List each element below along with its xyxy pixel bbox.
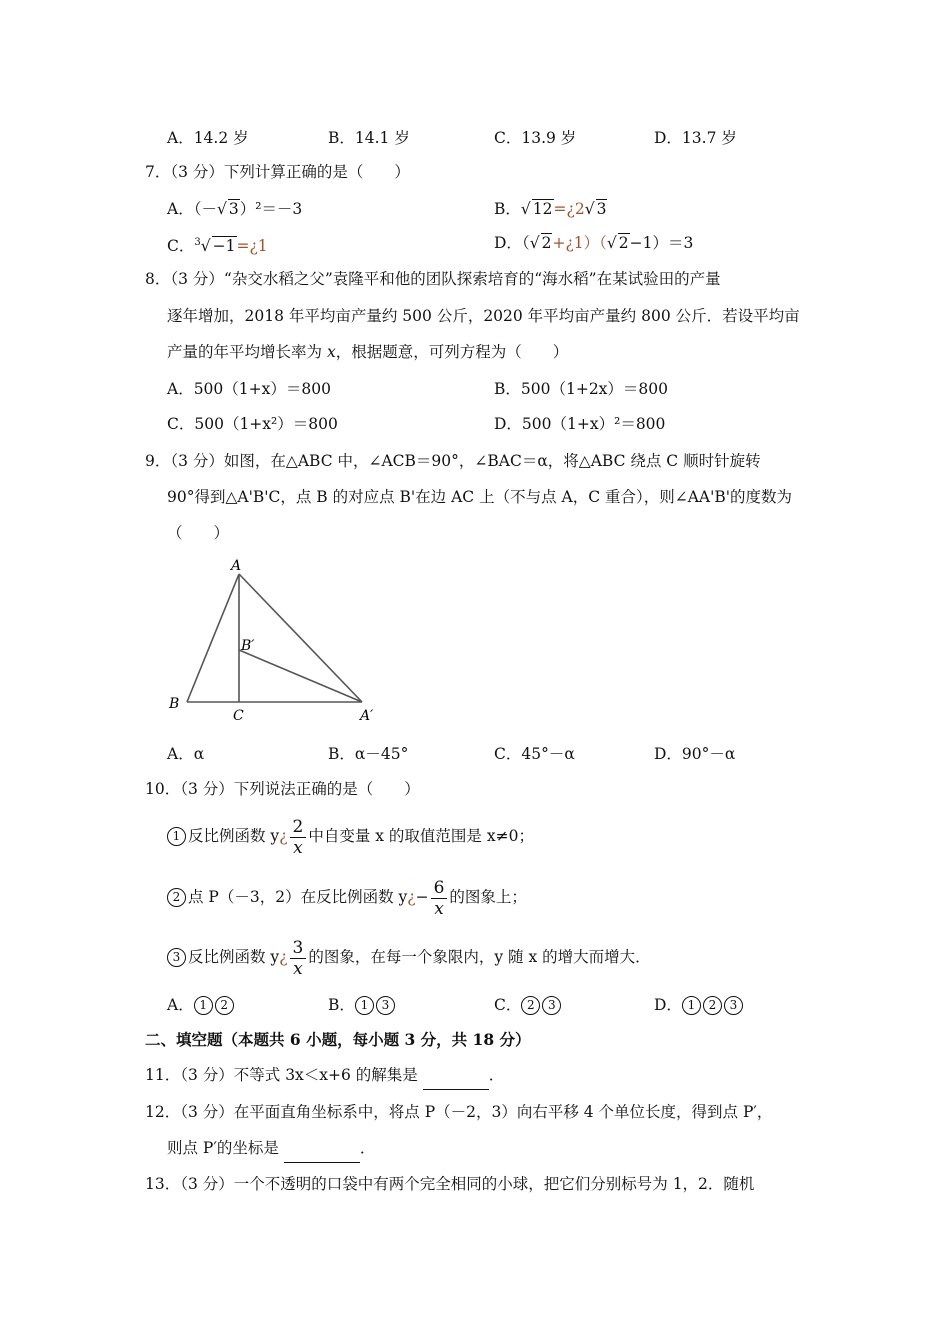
- q10-option-a: A． 1 2: [167, 994, 236, 1016]
- q9-option-b: B．α－45°: [328, 745, 409, 763]
- q9-option-a: A．α: [167, 745, 205, 763]
- circled-number: 3: [167, 948, 186, 967]
- q10-option-d: D． 1 2 3: [654, 994, 745, 1016]
- q13-line1: 13．（3 分）一个不透明的口袋中有两个完全相同的小球，把它们分别标号为 1，2．随机: [145, 1175, 755, 1193]
- q8-line1: 8．（3 分）“杂交水稻之父”袁隆平和他的团队探索培育的“海水稻”在某试验田的产量: [145, 270, 721, 288]
- label-B: B: [169, 696, 180, 712]
- sqrt-radicand: 2: [541, 234, 552, 252]
- q7-option-b: B．√ 12=¿2√ 3: [494, 200, 607, 218]
- q8-option-d: D．500（1+x）²＝800: [494, 415, 666, 433]
- q6-option-a: A．14.2 岁: [167, 129, 249, 147]
- q9-options: [167, 743, 807, 765]
- q7-options-row1: [167, 196, 807, 222]
- answer-blank[interactable]: [284, 1140, 360, 1163]
- cbrt-radicand: −1: [212, 237, 236, 256]
- label-A: A: [231, 558, 242, 574]
- q7-options-row2: [167, 230, 807, 256]
- q11: 11．（3 分）不等式 3x＜x+6 的解集是 ．: [145, 1064, 504, 1090]
- segment-B'A': [239, 650, 362, 702]
- q9-line2: 90°得到△A'B'C，点 B 的对应点 B'在边 AC 上（不与点 A，C 重合），则∠AA'B'的度数为: [167, 488, 793, 506]
- segment-BA: [187, 574, 239, 702]
- q9-triangle-figure: [160, 552, 390, 727]
- label-B-prime: B′: [241, 638, 255, 654]
- q10-stem: 10．（3 分）下列说法正确的是（ ）: [145, 780, 420, 798]
- q9-option-c: C．45°－α: [494, 745, 575, 763]
- q8-line3: 产量的年平均增长率为 x，根据题意，可列方程为（ ）: [167, 343, 569, 361]
- sqrt-radicand: 12: [532, 200, 553, 218]
- q7-stem: 7．（3 分）下列计算正确的是（ ）: [145, 163, 410, 181]
- answer-blank[interactable]: [423, 1067, 489, 1090]
- q10-statement-1: 1 反比例函数 y¿ $\frac{2}{x}$ 中自变量 x 的取值范围是 x≠0；: [167, 814, 534, 858]
- q8-options-row2: [167, 413, 807, 435]
- q8-line2: 逐年增加，2018 年平均亩产量约 500 公斤，2020 年平均亩产量约 800 公斤．若设平均亩: [167, 307, 800, 325]
- segment-AA': [239, 574, 362, 702]
- q9-line3: （ ）: [167, 524, 230, 542]
- q8-options-row1: [167, 378, 807, 400]
- fraction: $\frac{2}{x}$: [290, 817, 307, 858]
- q6-options: [167, 127, 807, 149]
- circled-number: 1: [167, 827, 186, 846]
- q6-option-b: B．14.1 岁: [328, 129, 410, 147]
- q8-option-a: A．500（1+x）＝800: [167, 380, 331, 398]
- section-2-heading: 二、填空题（本题共 6 小题，每小题 3 分，共 18 分）: [145, 1030, 531, 1049]
- sqrt-radicand: 3: [228, 200, 239, 218]
- root-index: 3: [194, 237, 201, 248]
- q7-option-d: D．（√ 2+¿1）（√ 2−1）＝3: [494, 234, 694, 252]
- circled-number: 2: [167, 888, 186, 907]
- q10-option-b: B． 1 3: [328, 994, 397, 1016]
- q9-option-d: D．90°－α: [654, 745, 736, 763]
- q10-statement-3: 3 反比例函数 y¿ $\frac{3}{x}$ 的图象，在每一个象限内，y 随 x 的增大而增大．: [167, 935, 651, 979]
- q12-line2: 则点 P′的坐标是 ．: [167, 1137, 375, 1163]
- fraction: $\frac{6}{x}$: [431, 878, 448, 919]
- q6-option-c: C．13.9 岁: [494, 129, 577, 147]
- q6-option-d: D．13.7 岁: [654, 129, 737, 147]
- q7-option-c: C．$^3$√ −1=¿1: [167, 237, 268, 256]
- q12-line1: 12．（3 分）在平面直角坐标系中，将点 P（－2，3）向右平移 4 个单位长度，得到点 P′，: [145, 1103, 773, 1121]
- q10-options: [167, 994, 807, 1016]
- q10-option-c: C． 2 3: [494, 994, 563, 1016]
- fraction: $\frac{3}{x}$: [290, 938, 307, 979]
- q7-option-a: A．（－√ 3）²＝－3: [167, 200, 303, 218]
- sqrt-radicand: 2: [618, 234, 629, 252]
- q10-statement-2: 2 点 P（－3，2）在反比例函数 y¿− $\frac{6}{x}$ 的图象上；: [167, 875, 527, 919]
- q9-line1: 9．（3 分）如图，在△ABC 中，∠ACB＝90°，∠BAC＝α，将△ABC 绕点 C 顺时针旋转: [145, 452, 761, 470]
- q8-option-c: C．500（1+x²）＝800: [167, 415, 338, 433]
- label-C: C: [233, 708, 244, 724]
- sqrt-radicand: 3: [596, 200, 607, 218]
- label-A-prime: A′: [360, 708, 374, 724]
- q8-option-b: B．500（1+2x）＝800: [494, 380, 669, 398]
